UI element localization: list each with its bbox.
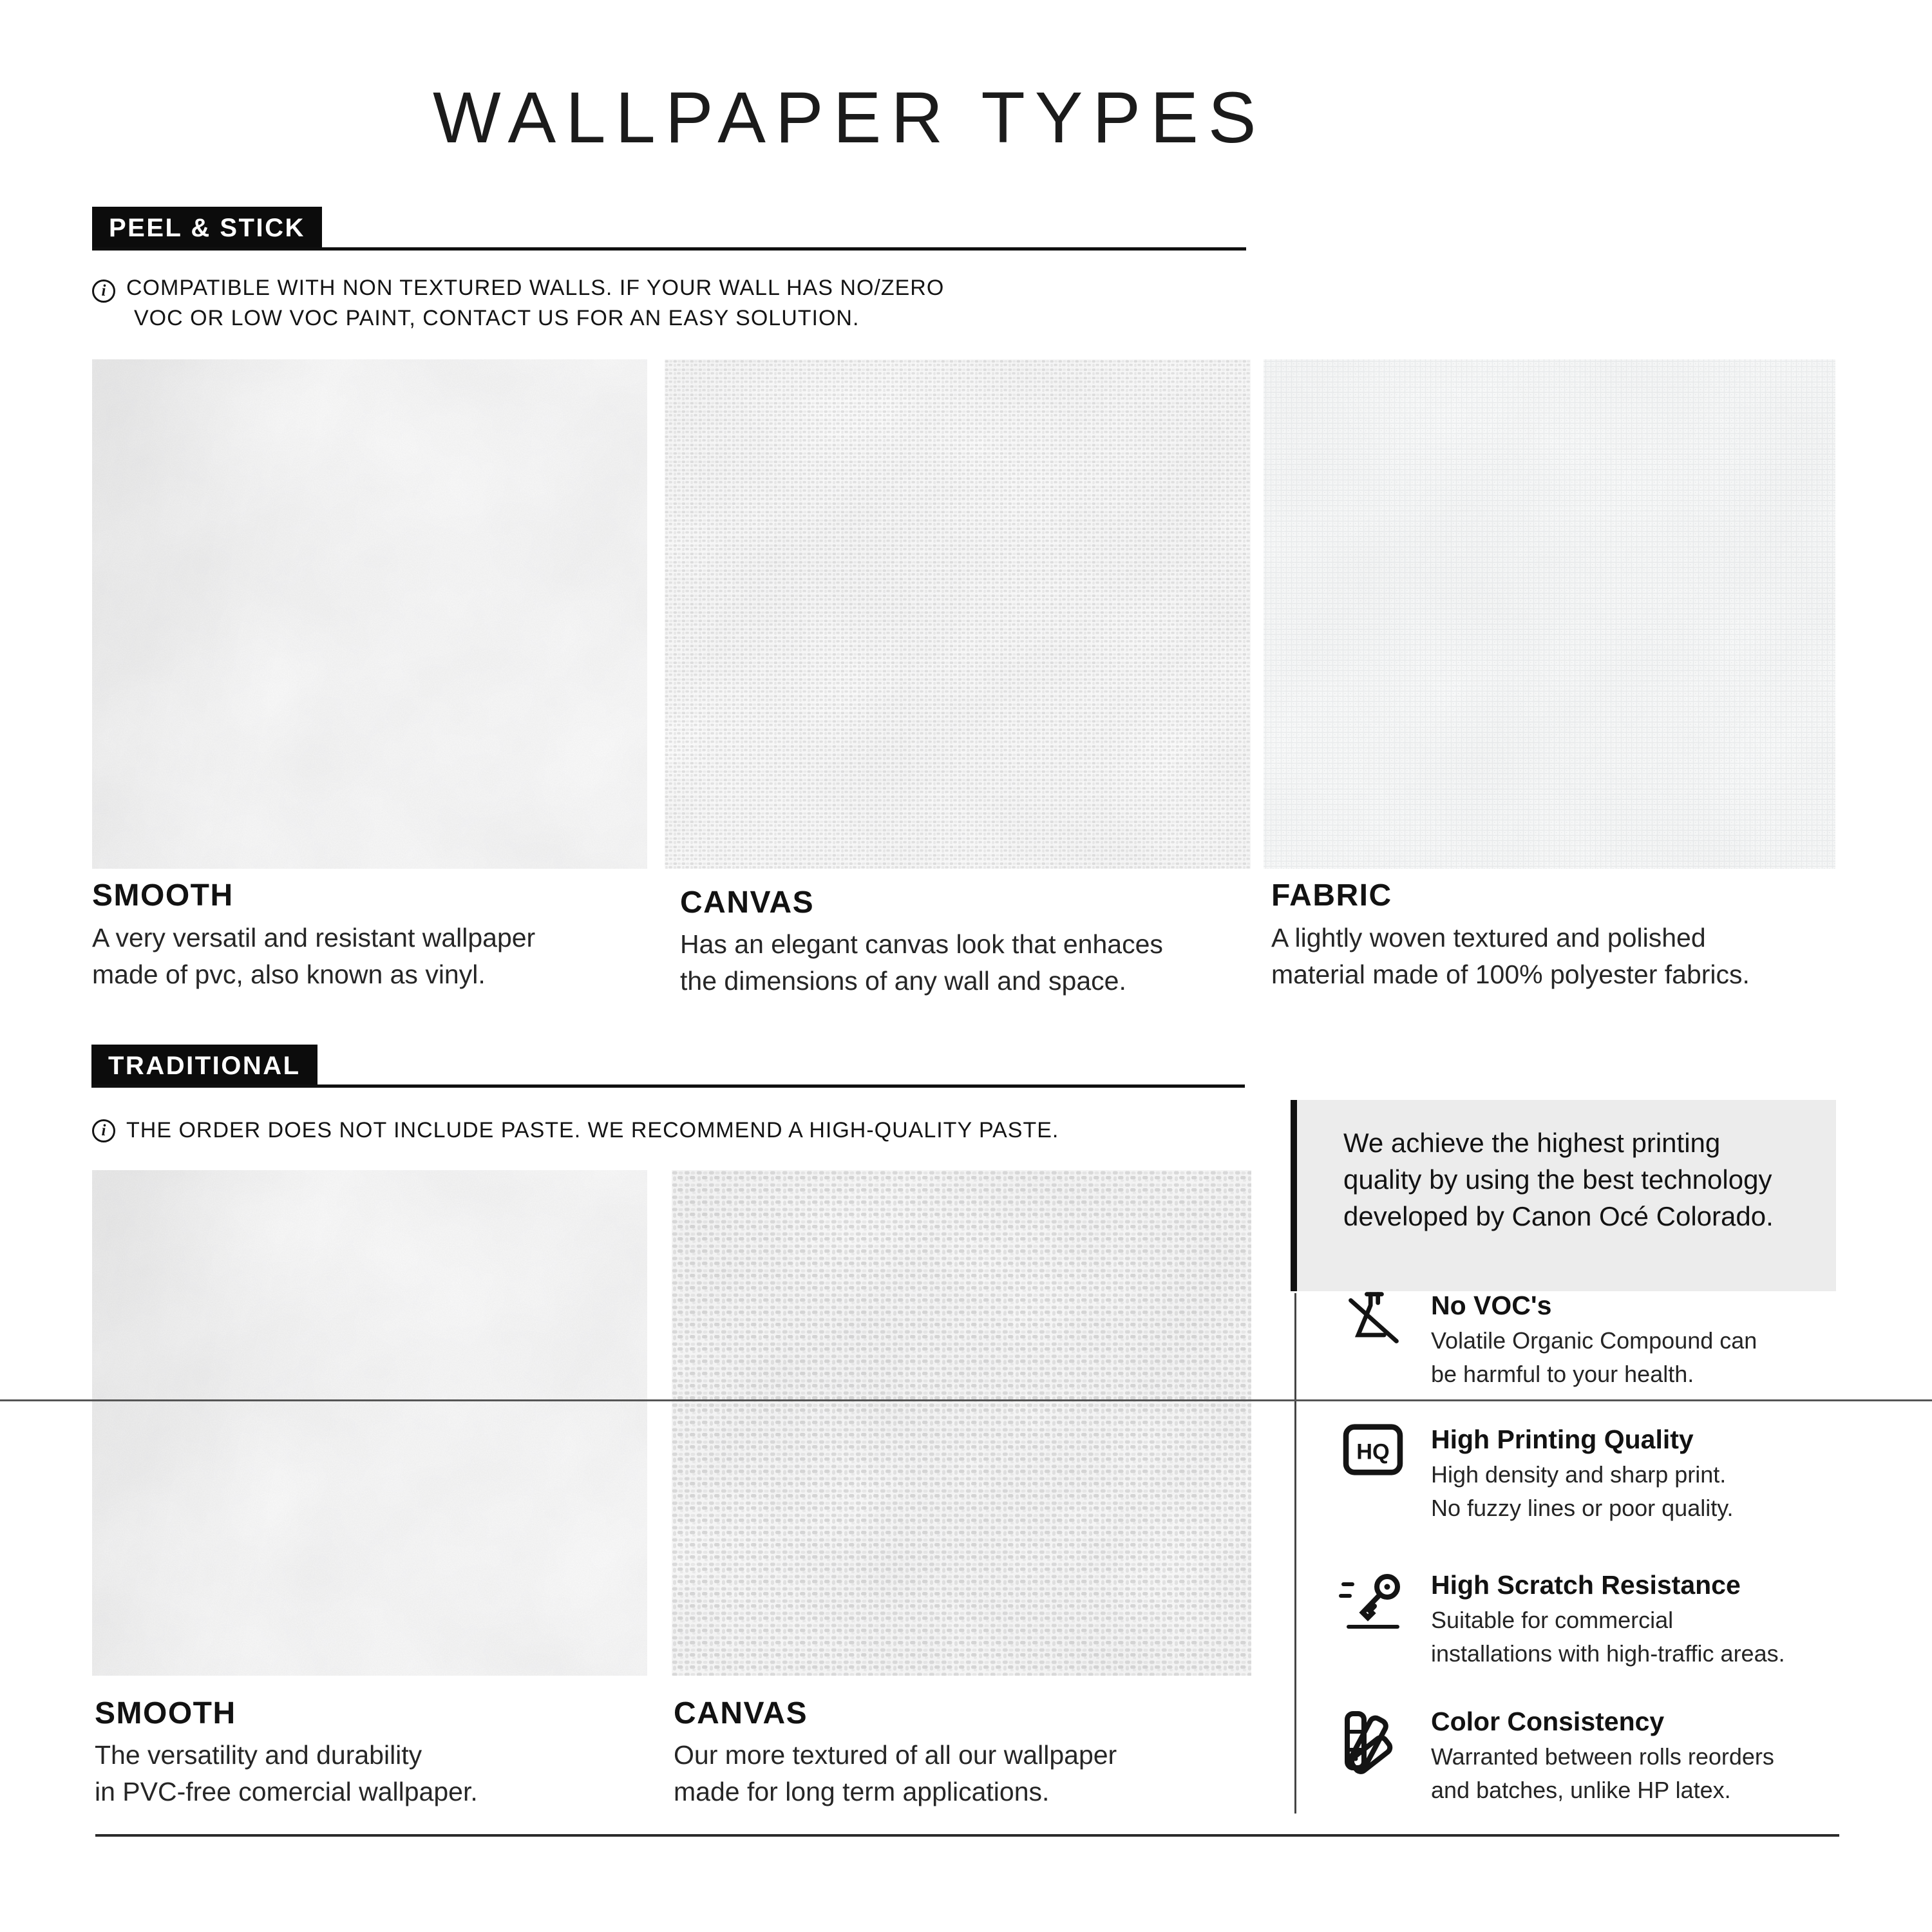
color-swatches-icon [1342,1703,1406,1781]
feature-line: and batches, unlike HP latex. [1431,1777,1731,1803]
note-line: COMPATIBLE WITH NON TEXTURED WALLS. IF YOUR WALL HAS NO/ZERO [126,276,945,300]
note-line: VOC OR LOW VOC PAINT, CONTACT US FOR AN EASY SOLUTION. [134,306,860,330]
swatch-image-smooth-traditional [92,1170,647,1676]
feature-line: installations with high-traffic areas. [1431,1640,1785,1667]
hq-icon-label: HQ [1356,1439,1390,1464]
traditional-rule [91,1084,1245,1088]
swatch-description [680,926,1163,999]
quality-box-accent-bar [1291,1100,1297,1291]
swatch-description [92,920,535,993]
traditional-badge: TRADITIONAL [91,1045,317,1088]
desc-line: The versatility and durability [95,1740,422,1770]
peel-stick-note [126,273,944,334]
feature-description [1431,1740,1774,1807]
bottom-rule [95,1834,1839,1837]
desc-line: A lightly woven textured and polished [1271,923,1706,952]
swatch-description [674,1737,1117,1810]
quality-box-text [1297,1100,1836,1235]
feature-description [1431,1604,1785,1671]
swatch-image-smooth-peel [92,359,647,869]
quality-box [1297,1100,1836,1291]
desc-line: A very versatil and resistant wallpaper [92,923,536,952]
swatch-name: SMOOTH [92,878,234,913]
feature-line: High density and sharp print. [1431,1461,1727,1488]
hq-icon [1342,1423,1404,1476]
key-icon [1338,1566,1409,1633]
feature-title: High Scratch Resistance [1431,1570,1741,1600]
swatch-shading [92,359,647,869]
swatch-description [1271,920,1750,993]
desc-line: Our more textured of all our wallpaper [674,1740,1117,1770]
desc-line: Has an elegant canvas look that enhaces [680,929,1163,959]
swatch-image-fabric-peel [1264,359,1835,869]
desc-line: made of pvc, also known as vinyl. [92,960,486,989]
feature-line: Volatile Organic Compound can [1431,1327,1757,1354]
desc-line: material made of 100% polyester fabrics. [1271,960,1750,989]
info-icon [92,1119,115,1142]
features-separator-line [1294,1293,1296,1814]
peel-stick-badge: PEEL & STICK [92,207,322,250]
page-horizontal-line [0,1399,1932,1401]
feature-line: be harmful to your health. [1431,1361,1694,1387]
swatch-name: CANVAS [680,886,815,920]
feature-line: Suitable for commercial [1431,1607,1674,1633]
info-icon-glyph: i [101,282,106,299]
feature-title: No VOC's [1431,1291,1552,1320]
feature-line: No fuzzy lines or poor quality. [1431,1495,1734,1521]
desc-line: in PVC-free comercial wallpaper. [95,1777,478,1806]
swatch-description [95,1737,478,1810]
feature-description [1431,1458,1734,1525]
info-icon [92,279,115,303]
peel-stick-rule [92,247,1246,251]
feature-line: Warranted between rolls reorders [1431,1743,1774,1770]
feature-title: High Printing Quality [1431,1425,1694,1454]
info-icon-glyph: i [101,1122,106,1139]
feature-description [1431,1324,1757,1391]
swatch-image-canvas-peel [665,359,1251,869]
swatch-name: FABRIC [1271,878,1392,913]
quality-line: developed by Canon Océ Colorado. [1343,1201,1774,1231]
traditional-note: THE ORDER DOES NOT INCLUDE PASTE. WE RECOMMEND A HIGH-QUALITY PASTE. [126,1118,1059,1142]
swatch-image-canvas-traditional [672,1170,1251,1676]
desc-line: the dimensions of any wall and space. [680,966,1126,996]
feature-title: Color Consistency [1431,1707,1665,1736]
swatch-shading [92,1170,647,1676]
no-voc-icon [1342,1288,1404,1350]
desc-line: made for long term applications. [674,1777,1050,1806]
quality-line: quality by using the best technology [1343,1164,1772,1195]
swatch-name: SMOOTH [95,1696,236,1730]
page-title: WALLPAPER TYPES [433,77,1266,158]
swatch-name: CANVAS [674,1696,808,1730]
quality-line: We achieve the highest printing [1343,1128,1721,1158]
